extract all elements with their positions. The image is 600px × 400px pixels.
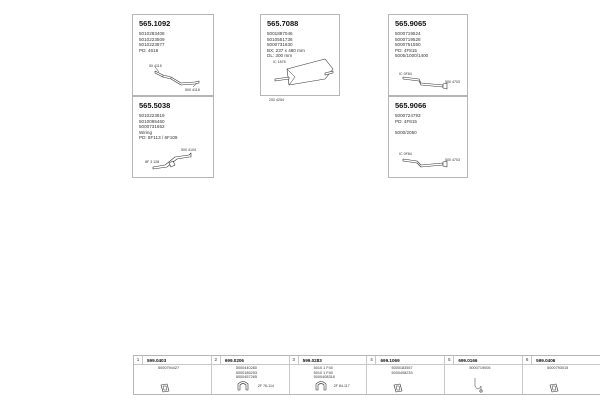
exhaust-pipe-icon <box>141 57 215 91</box>
accessory-index: 2 <box>212 356 221 364</box>
svg-text:8F 3 128: 8F 3 128 <box>145 160 160 164</box>
accessories-table <box>133 355 600 395</box>
accessory-dimension: 2F 76-114 <box>257 384 274 388</box>
accessory-index: 3 <box>290 356 299 364</box>
exhaust-pipe-icon <box>399 71 465 93</box>
reference-list: 5000719524 5000719528 5000751550 PD: 4F815 5005/1000/1400 <box>395 31 429 59</box>
svg-text:500 4703: 500 4703 <box>445 158 460 162</box>
accessory-references: 5000183557 5000408233 <box>391 366 413 375</box>
exhaust-pipe-icon <box>145 147 209 177</box>
gasket-icon <box>160 383 170 393</box>
svg-text:500 4118: 500 4118 <box>185 88 200 92</box>
accessory-part-number: 599.0283 <box>302 357 322 363</box>
accessory-item[interactable] <box>134 356 212 394</box>
accessory-references: 5000440280 5000185253 5000457265 <box>235 366 257 380</box>
part-card-565-1092[interactable] <box>132 14 214 96</box>
part-number: 565.9065 <box>395 19 427 28</box>
part-card-565-9066[interactable] <box>388 96 468 178</box>
svg-text:IC 0F84: IC 0F84 <box>399 72 412 76</box>
gasket-icon <box>393 383 403 393</box>
accessory-index: 1 <box>134 356 143 364</box>
accessory-item[interactable] <box>445 356 523 394</box>
gasket-icon <box>549 383 559 393</box>
accessory-dimension: 2F 84-117 <box>333 384 350 388</box>
accessory-item[interactable] <box>290 356 368 394</box>
svg-text:IC 1878: IC 1878 <box>273 60 286 64</box>
svg-text:200 4254: 200 4254 <box>269 98 284 102</box>
clamp-icon <box>236 380 250 394</box>
accessory-item[interactable] <box>212 356 290 394</box>
accessory-references: 5010 1 F40 5010 1 F40 5000408318 <box>313 366 335 380</box>
accessory-part-number: 699.0166 <box>458 357 478 363</box>
accessory-part-number: 599.0406 <box>536 357 556 363</box>
accessory-index: 4 <box>367 356 376 364</box>
accessory-part-number: 699.0206 <box>224 357 244 363</box>
svg-text:500 4703: 500 4703 <box>445 80 460 84</box>
accessory-references: 5000794427 <box>158 366 180 370</box>
svg-text:500 4104: 500 4104 <box>181 148 196 152</box>
accessory-references: 5000719005 <box>469 366 491 370</box>
part-number: 565.5038 <box>139 101 171 110</box>
accessory-references: 5000793015 <box>547 366 569 370</box>
part-number: 565.7088 <box>267 19 299 28</box>
part-number: 565.9066 <box>395 101 427 110</box>
accessory-item[interactable] <box>367 356 445 394</box>
reference-list: 5001887046 5010551736 5000731630 BX: 237 x 480 mm DL: 300 mm <box>267 31 305 59</box>
part-number: 565.1092 <box>139 19 171 28</box>
accessory-item[interactable] <box>523 356 600 394</box>
accessory-part-number: 599.0403 <box>147 357 167 363</box>
accessory-part-number: 699.1069 <box>380 357 400 363</box>
exhaust-pipe-icon <box>399 151 465 175</box>
accessory-index: 6 <box>523 356 532 364</box>
accessory-index: 5 <box>445 356 454 364</box>
reference-list: 5010283408 5010223509 5010223877 PD: 4618 <box>139 31 165 53</box>
reference-list: 5010223619 5010095460 5000731652 Wiring PD: 8F113 / 6F109 <box>139 113 178 141</box>
muffler-icon <box>265 55 339 102</box>
hanger-icon <box>471 376 485 394</box>
clamp-icon <box>314 380 328 394</box>
reference-list: 5000724793 PD: 4F815 5000/2050 <box>395 113 421 135</box>
svg-text:50 4115: 50 4115 <box>149 64 162 68</box>
part-card-565-5038[interactable] <box>132 96 214 178</box>
svg-text:IC 0F84: IC 0F84 <box>399 152 412 156</box>
part-card-565-7088[interactable] <box>260 14 340 102</box>
part-card-565-9065[interactable] <box>388 14 468 96</box>
